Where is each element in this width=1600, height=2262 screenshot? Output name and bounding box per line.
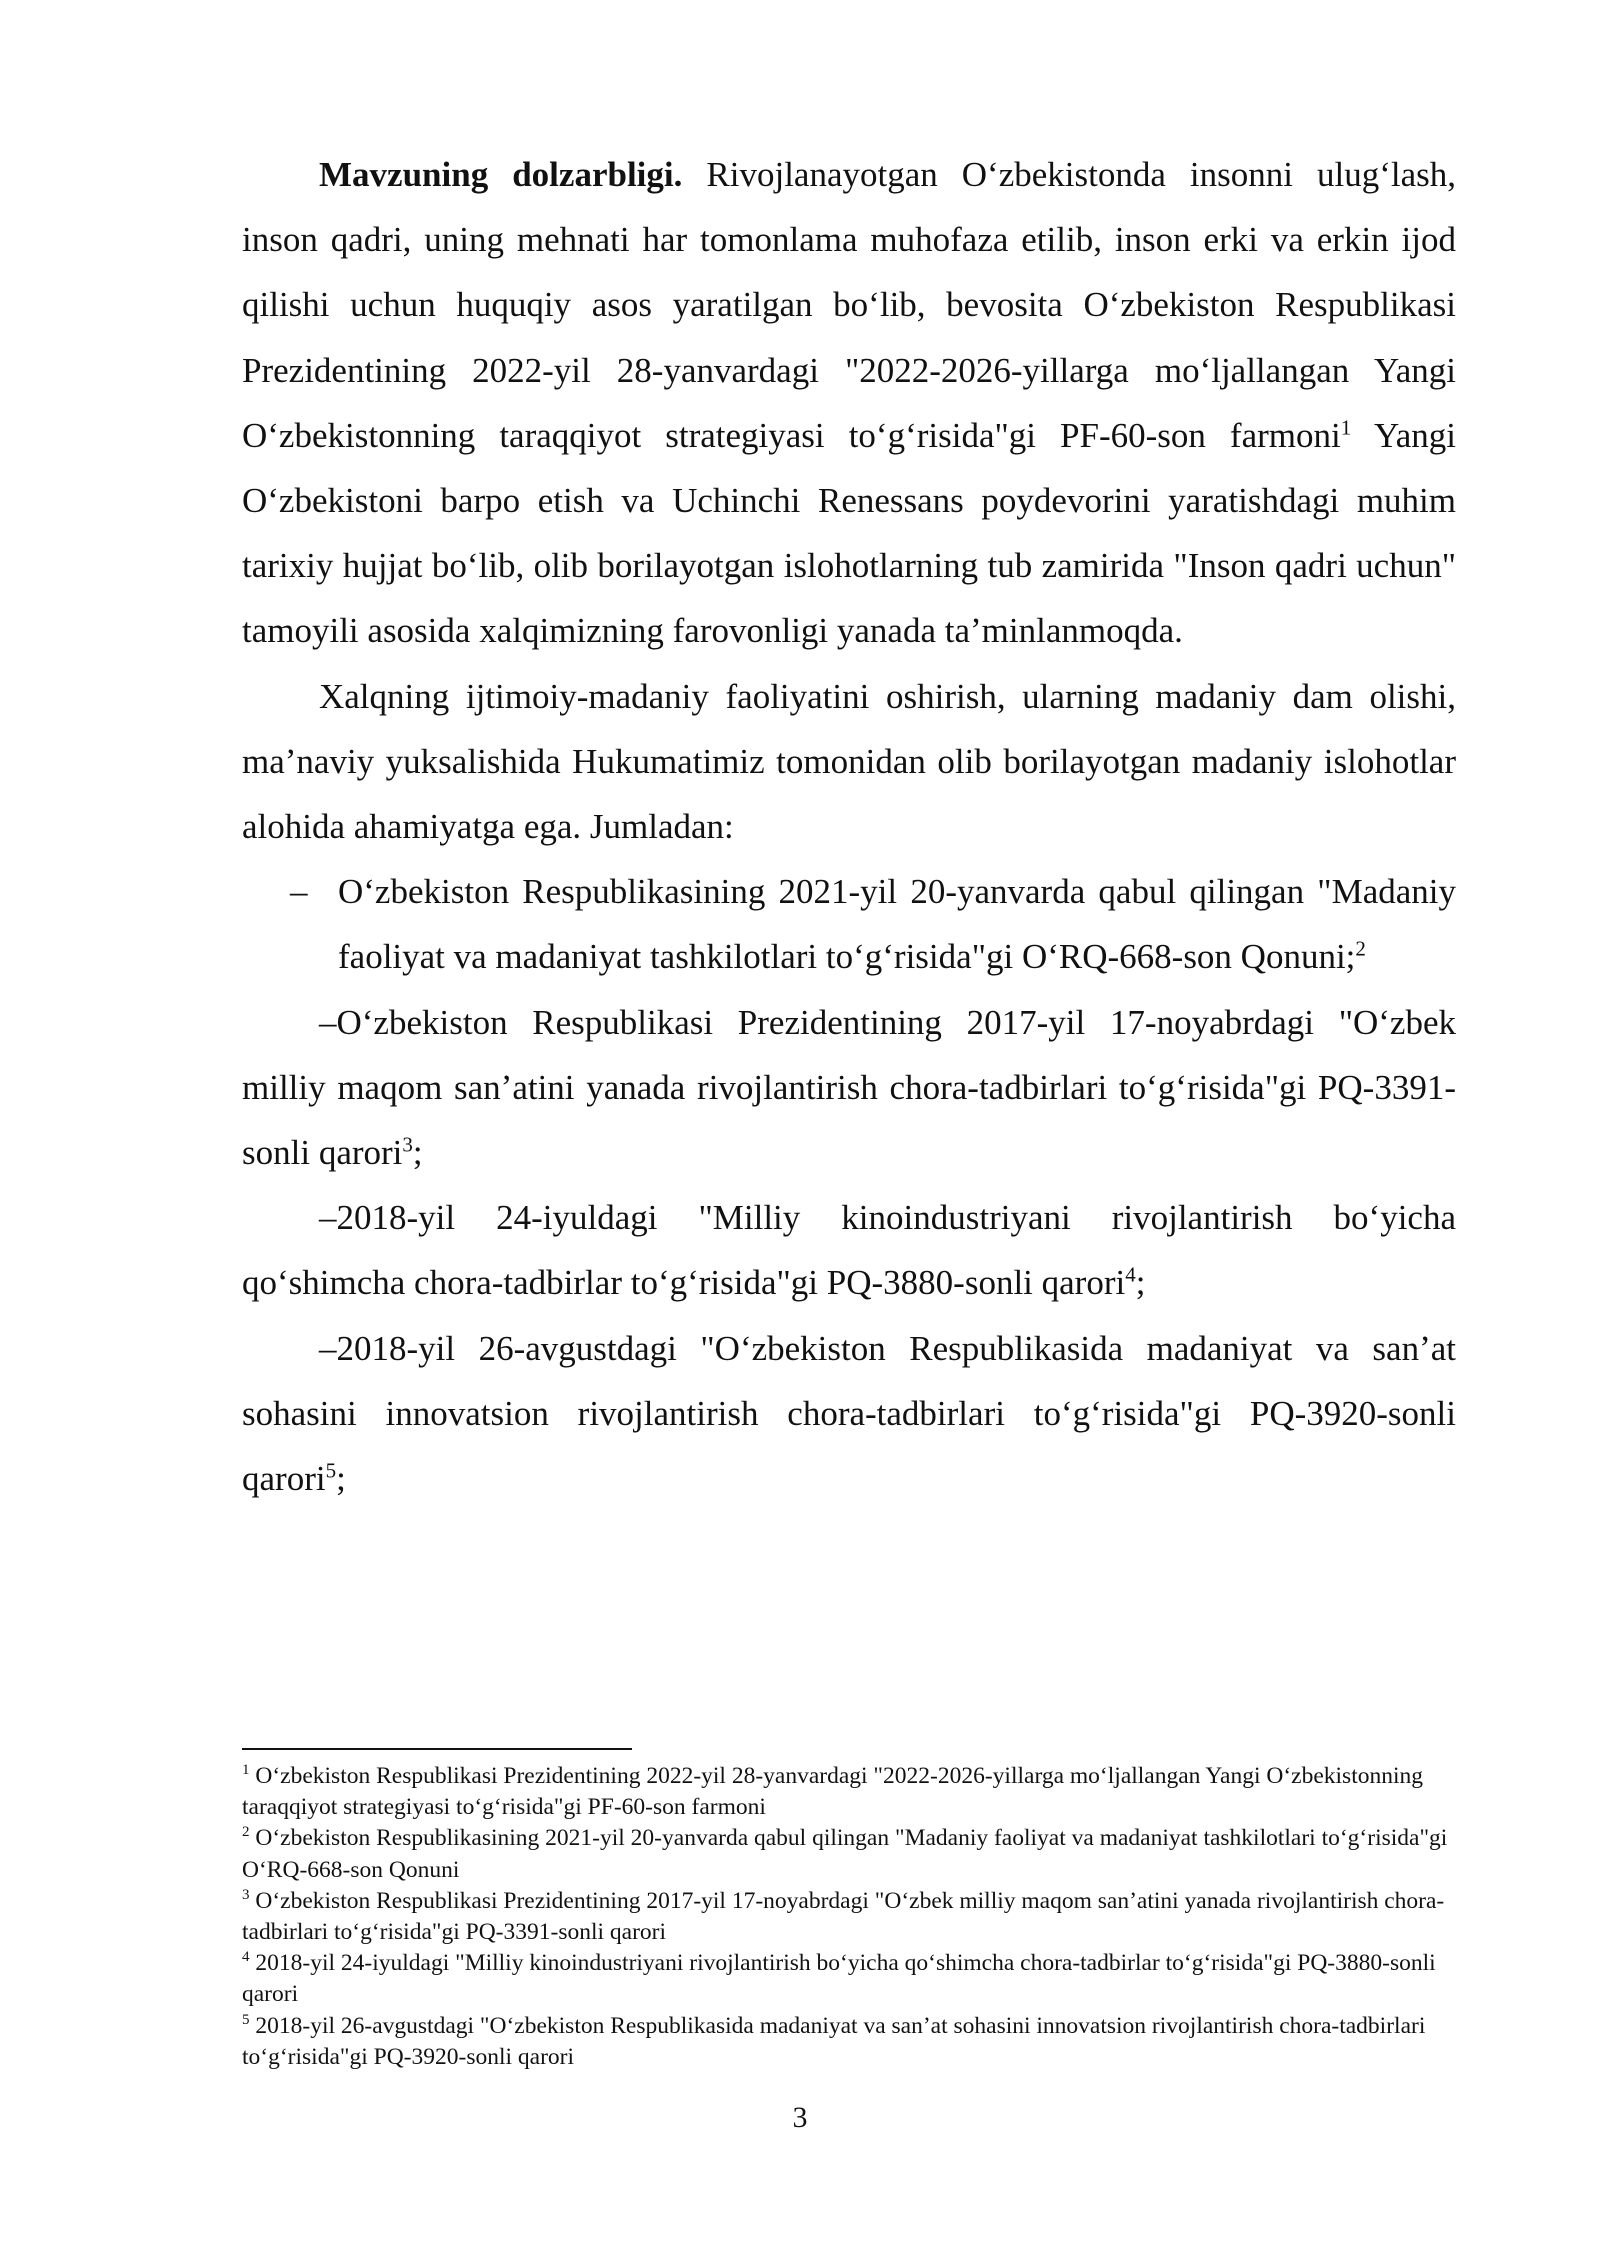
footnote-number: 1 (242, 1762, 250, 1779)
page-number: 3 (792, 2101, 808, 2134)
footnotes (242, 1761, 1456, 2073)
footnote-separator (242, 1748, 632, 1750)
punctuation: ; (412, 1133, 423, 1173)
footnote-text: 2018-yil 26-avgustdagi "Oʻzbekiston Respublikasida madaniyat va sanʼat sohasini innovatsion rivojlantirish chora-tadbirlari toʻgʻrisida"gi PQ-3920-sonli qarori (242, 2012, 1426, 2070)
footnote-ref-3[interactable]: 3 (402, 1132, 413, 1157)
footnote-text: Oʻzbekiston Respublikasi Prezidentining 2017-yil 17-noyabrdagi "Oʻzbek milliy maqom sanʼatini yanada rivojlantirish chora-tadbirlari toʻgʻrisida"gi PQ-3391-sonli qarori (242, 1887, 1445, 1946)
paragraph-cultural-reforms (242, 664, 1456, 860)
section-heading: Mavzuning dolzarbligi. (319, 155, 683, 194)
footnote-1 (242, 1761, 1456, 1823)
list-item-pq-3880 (242, 1185, 1456, 1315)
footnote-ref-1[interactable]: 1 (1340, 415, 1352, 440)
paragraph-text: Yangi Oʻzbekistoni barpo etish va Uchinchi Renessans poydevorini yaratishdagi muhim tarixiy hujjat boʻlib, olib borilayotgan islohotlarning tub zamirida "Inson qadri uchun" tamoyili asosida xalqimizning farovonligi yanada taʼminlanmoqda. (242, 415, 1456, 651)
list-item-text: –Oʻzbekiston Respublikasi Prezidentining 2017-yil 17-noyabrdagi "Oʻzbek milliy maqom sanʼatini yanada rivojlantirish chora-tadbirlari toʻgʻrisida"gi PQ-3391-sonli qarori (242, 1002, 1456, 1173)
footnote-ref-4[interactable]: 4 (1125, 1262, 1136, 1287)
list-item-text: –2018-yil 24-iyuldagi "Milliy kinoindustriyani rivojlantirish boʻyicha qoʻshimcha chora-tadbirlar toʻgʻrisida"gi PQ-3880-sonli qarori (242, 1198, 1456, 1303)
footnote-number: 5 (242, 2011, 250, 2028)
paragraph-relevance (242, 142, 1456, 664)
list-item-pq-3920 (242, 1316, 1456, 1512)
footnote-number: 4 (242, 1949, 250, 1966)
punctuation: ; (1135, 1263, 1146, 1303)
footnote-text: Oʻzbekiston Respublikasining 2021-yil 20-yanvarda qabul qilingan "Madaniy faoliyat va madaniyat tashkilotlari toʻgʻrisida"gi OʻRQ-668-son Qonuni (242, 1825, 1448, 1883)
footnote-4 (242, 1948, 1456, 2010)
list-item-text: –2018-yil 26-avgustdagi "Oʻzbekiston Respublikasida madaniyat va sanʼat sohasini innovatsion rivojlantirish chora-tadbirlari toʻgʻrisida"gi PQ-3920-sonli qarori (242, 1328, 1456, 1499)
footnote-3 (242, 1886, 1456, 1948)
list-item-text: Oʻzbekiston Respublikasining 2021-yil 20-yanvarda qabul qilingan "Madaniy faoliyat va madaniyat tashkilotlari toʻgʻrisida"gi OʻRQ-668-son Qonuni; (338, 872, 1456, 977)
footnote-number: 3 (242, 1886, 250, 1903)
footnote-text: Oʻzbekiston Respublikasi Prezidentining 2022-yil 28-yanvardagi "2022-2026-yillarga moʻljallangan Yangi Oʻzbekistonning taraqqiyot strategiyasi toʻgʻrisida"gi PF-60-son farmoni (242, 1763, 1424, 1821)
paragraph-text: Xalqning ijtimoiy-madaniy faoliyatini oshirish, ularning madaniy dam olishi, maʼnaviy yuksalishida Hukumatimiz tomonidan olib borilayotgan madaniy islohotlar alohida ahamiyatga ega. Jumladan: (242, 676, 1456, 847)
footnote-text: 2018-yil 24-iyuldagi "Milliy kinoindustriyani rivojlantirish boʻyicha qoʻshimcha chora-tadbirlar toʻgʻrisida"gi PQ-3880-sonli qarori (242, 1950, 1436, 2008)
footnote-ref-5[interactable]: 5 (325, 1458, 337, 1483)
list-item-law (242, 859, 1456, 989)
footnote-5 (242, 2011, 1456, 2073)
footnote-number: 2 (242, 1824, 250, 1841)
footnote-ref-2[interactable]: 2 (1355, 936, 1366, 961)
main-text (242, 142, 1456, 1511)
list-item-pq-3391 (242, 990, 1456, 1186)
footnote-2 (242, 1823, 1456, 1885)
paragraph-text: Rivojlanayotgan Oʻzbekistonda insonni ulugʻlash, inson qadri, uning mehnati har tomonlama muhofaza etilib, inson erki va erkin ijod qilishi uchun huquqiy asos yaratilgan boʻlib, bevosita Oʻzbekiston Respublikasi Prezidentining 2022-yil 28-yanvardagi "2022-2026-yillarga moʻljallangan Yangi Oʻzbekistonning taraqqiyot strategiyasi toʻgʻrisida"gi PF-60-son farmoni (242, 155, 1457, 455)
list-dash: – (290, 872, 308, 912)
punctuation: ; (336, 1459, 346, 1499)
